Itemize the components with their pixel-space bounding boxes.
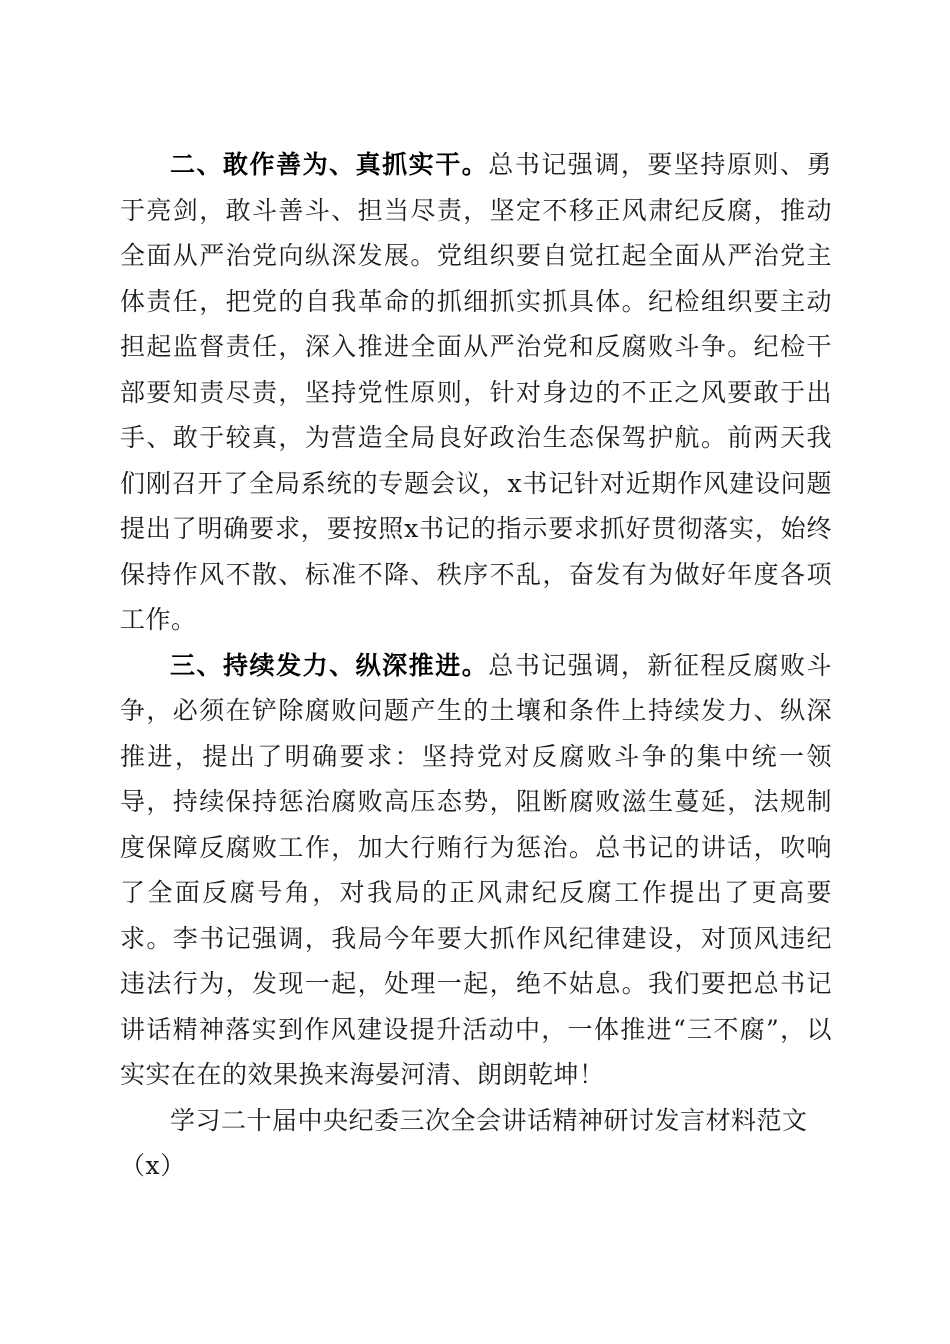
section-three-paragraph	[120, 643, 832, 1098]
section-two-heading: 二、敢作善为、真抓实干。	[170, 150, 489, 179]
document-page	[120, 142, 832, 1189]
section-three-body: 总书记强调，新征程反腐败斗争，必须在铲除腐败问题产生的土壤和条件上持续发力、纵深推进，提出了明确要求：坚持党对反腐败斗争的集中统一领导，持续保持惩治腐败高压态势，阻断腐败滋生蔓延，法规制度保障反腐败工作，加大行贿行为惩治。总书记的讲话，吹响了全面反腐号角，对我局的正风肃纪反腐工作提出了更高要求。李书记强调，我局今年要大抓作风纪律建设，对顶风违纪违法行为，发现一起，处理一起，绝不姑息。我们要把总书记讲话精神落实到作风建设提升活动中，一体推进“三不腐”，以实实在在的效果换来海晏河清、朗朗乾坤！	[120, 650, 832, 1089]
section-two-paragraph	[120, 142, 832, 643]
section-three-heading: 三、持续发力、纵深推进。	[170, 650, 489, 680]
section-two-body: 总书记强调，要坚持原则、勇于亮剑，敢斗善斗、担当尽责，坚定不移正风肃纪反腐，推动全面从严治党向纵深发展。党组织要自觉扛起全面从严治党主体责任，把党的自我革命的抓细抓实抓具体。纪检组织要主动担起监督责任，深入推进全面从严治党和反腐败斗争。纪检干部要知责尽责，坚持党性原则，针对身边的不正之风要敢于出手、敢于较真，为营造全局良好政治生态保驾护航。前两天我们刚召开了全局系统的专题会议，x书记针对近期作风建设问题提出了明确要求，要按照x书记的指示要求抓好贯彻落实，始终保持作风不散、标准不降、秩序不乱，奋发有为做好年度各项工作。	[120, 150, 832, 634]
next-document-title: 学习二十届中央纪委三次全会讲话精神研讨发言材料范文（x）	[120, 1105, 808, 1180]
